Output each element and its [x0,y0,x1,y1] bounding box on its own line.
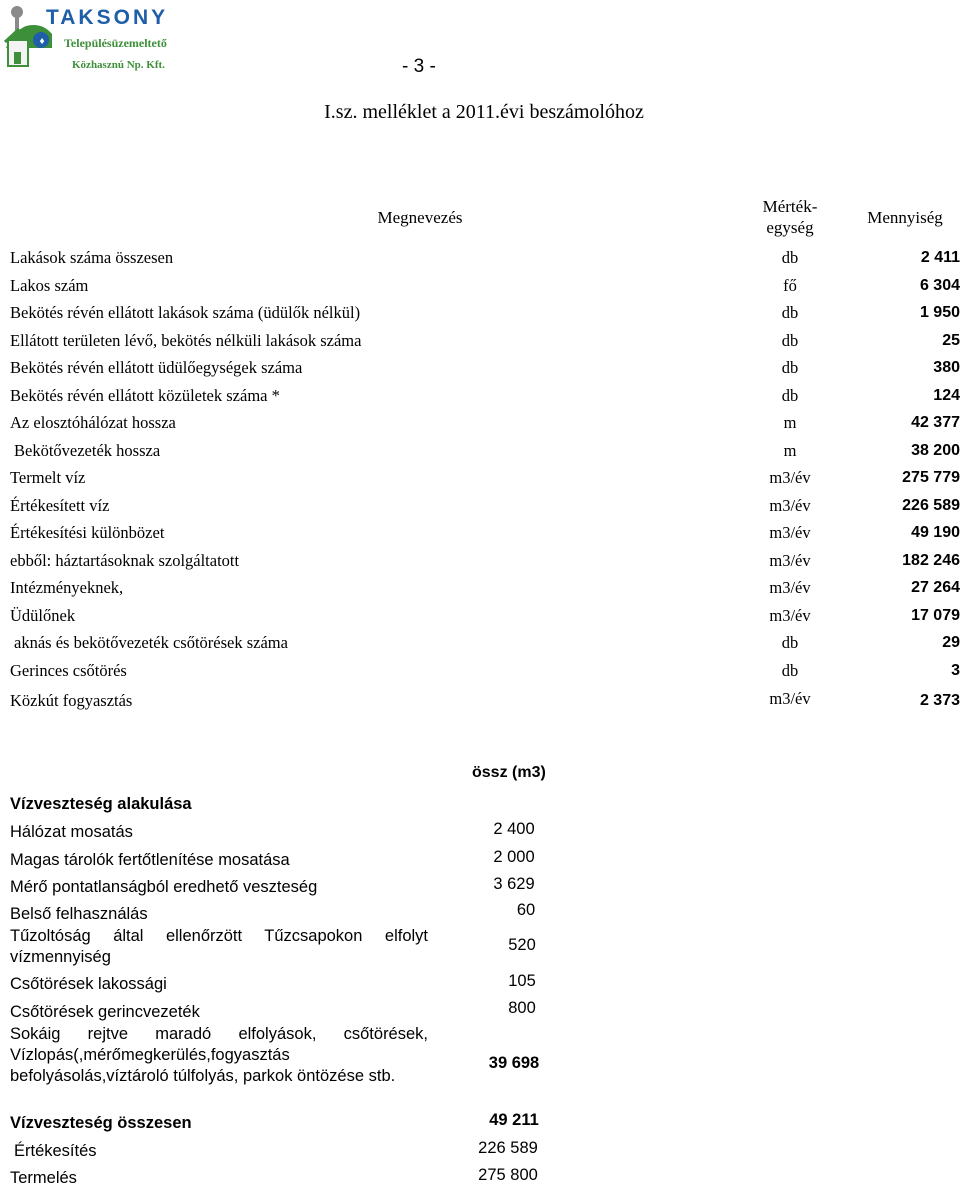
row-quantity: 275 779 [902,469,960,486]
loss-section-title: Vízveszteség alakulása [10,795,192,813]
loss-item-value: 105 [508,972,536,990]
column-header-total: össz (m3) [472,764,546,781]
loss-item-name: Sokáig rejtve maradó elfolyások, csőtörések, Vízlopás(,mérőmegkerülés,fogyasztás befolyásolás,víztároló túlfolyás, parkok öntözése stb. [10,1025,428,1085]
loss-item-name: Magas tárolók fertőtlenítése mosatása [10,851,290,869]
row-quantity: 226 589 [902,496,960,514]
column-header-unit-line1: Mérték- [762,197,818,216]
loss-row [10,926,550,968]
row-quantity: 27 264 [911,579,960,596]
company-logo [4,4,204,74]
loss-item-value: 520 [508,936,536,954]
row-unit: m [783,440,797,460]
row-quantity: 6 304 [919,276,960,294]
sales-value: 226 589 [478,1139,538,1157]
page-title: I.sz. melléklet a 2011.évi beszámolóhoz [324,101,644,123]
loss-row [10,974,550,996]
table-row [10,411,960,437]
row-unit: m3/év [769,605,811,625]
svg-text:♦: ♦ [39,36,45,47]
table-row [10,689,960,715]
row-quantity: 25 [942,331,960,349]
row-unit: db [781,248,799,267]
row-name: Lakások száma összesen [10,248,174,267]
row-quantity: 49 190 [911,524,960,541]
row-unit: m3/év [769,523,811,542]
production-row [10,1168,550,1190]
column-header-name: Megnevezés [377,208,463,227]
loss-item-value: 800 [508,999,536,1017]
column-header-unit-line2: egység [766,218,814,237]
loss-total-value: 49 211 [489,1111,539,1129]
loss-item-value: 2 000 [493,848,535,866]
loss-item-name: Hálózat mosatás [10,823,133,841]
table-row [10,604,960,630]
row-quantity: 380 [933,359,960,376]
row-name: Közkút fogyasztás [10,691,133,710]
table-row [10,576,960,602]
row-unit: m3/év [769,468,811,487]
row-name: Termelt víz [10,468,86,487]
loss-item-name: Belső felhasználás [10,905,148,923]
row-unit: m3/év [769,550,811,570]
loss-row [10,901,550,926]
row-name: Intézményeknek, [10,578,124,597]
table-row [10,356,960,382]
production-label: Termelés [10,1169,77,1187]
loss-item-name: Tűzoltóság által ellenőrzött Tűzcsapokon elfolyt vízmennyiség [10,927,428,966]
row-name: Értékesített víz [10,495,110,515]
row-name: Értékesítési különbözet [10,523,165,542]
row-quantity: 124 [933,386,960,404]
loss-row [10,877,550,899]
row-unit: m [783,413,797,432]
loss-total-row [10,1113,550,1135]
loss-item-value: 60 [516,901,536,919]
row-name: Az elosztóhálózat hossza [10,413,176,432]
loss-item-name: Mérő pontatlanságból eredhető veszteség [10,878,318,896]
table-row [10,329,960,355]
row-unit: db [781,633,799,652]
loss-row [10,822,550,844]
row-quantity: 38 200 [911,441,960,459]
row-unit: db [781,385,799,405]
table-row [10,246,960,272]
logo-name: TAKSONY [46,6,169,29]
row-quantity: 3 [951,661,960,679]
row-unit: m3/év [769,689,811,708]
table-row [10,549,960,575]
row-name: Bekötővezeték hossza [14,440,161,460]
row-name: Bekötés révén ellátott lakások száma (üdülők nélkül) [10,303,361,322]
table-row [10,521,960,547]
row-unit: db [781,358,799,377]
sales-row [10,1141,550,1163]
row-quantity: 182 246 [902,551,960,569]
table-row [10,659,960,685]
row-name: Lakos szám [10,275,89,295]
table-row [10,439,960,465]
table-row [10,301,960,327]
row-unit: fő [783,275,797,295]
row-unit: db [781,330,799,350]
row-unit: m3/év [769,578,811,597]
column-header-quantity: Mennyiség [867,208,943,227]
row-name: aknás és bekötővezeték csőtörések száma [14,633,288,652]
logo-company-type: Közhasznú Np. Kft. [72,59,165,71]
loss-item-value: 2 400 [493,820,535,838]
loss-row [10,1024,550,1108]
row-quantity: 29 [942,634,960,651]
page-number: - 3 - [402,56,436,77]
row-quantity: 42 377 [911,414,960,431]
loss-row [10,999,550,1024]
row-quantity: 17 079 [911,606,960,624]
row-name: ebből: háztartásoknak szolgáltatott [10,550,240,570]
row-unit: m3/év [769,495,811,515]
row-name: Ellátott területen lévő, bekötés nélküli lakások száma [10,330,362,350]
loss-item-value: 3 629 [493,875,535,893]
row-name: Gerinces csőtörés [10,660,127,680]
loss-item-name: Csőtörések gerincvezeték [10,1003,200,1021]
row-unit: db [781,660,799,680]
row-unit: db [781,303,799,322]
loss-row [10,850,550,872]
logo-subtitle: Településüzemeltető [64,36,167,50]
table-row [10,494,960,520]
row-quantity: 2 373 [919,692,960,709]
table-row [10,274,960,300]
row-quantity: 1 950 [919,304,960,321]
row-name: Bekötés révén ellátott üdülőegységek száma [10,358,303,377]
table-row [10,631,960,657]
table-row [10,466,960,492]
sales-label: Értékesítés [14,1142,97,1160]
loss-section-title-row [10,794,550,816]
loss-item-name: Csőtörések lakossági [10,975,167,993]
row-name: Bekötés révén ellátott közületek száma * [10,385,280,405]
column-header-unit [752,196,828,238]
row-quantity: 2 411 [920,249,960,266]
loss-total-label: Vízveszteség összesen [10,1114,192,1132]
production-value: 275 800 [478,1166,538,1184]
table-row [10,384,960,410]
row-name: Üdülőnek [10,605,76,625]
loss-item-value: 39 698 [488,1054,540,1072]
